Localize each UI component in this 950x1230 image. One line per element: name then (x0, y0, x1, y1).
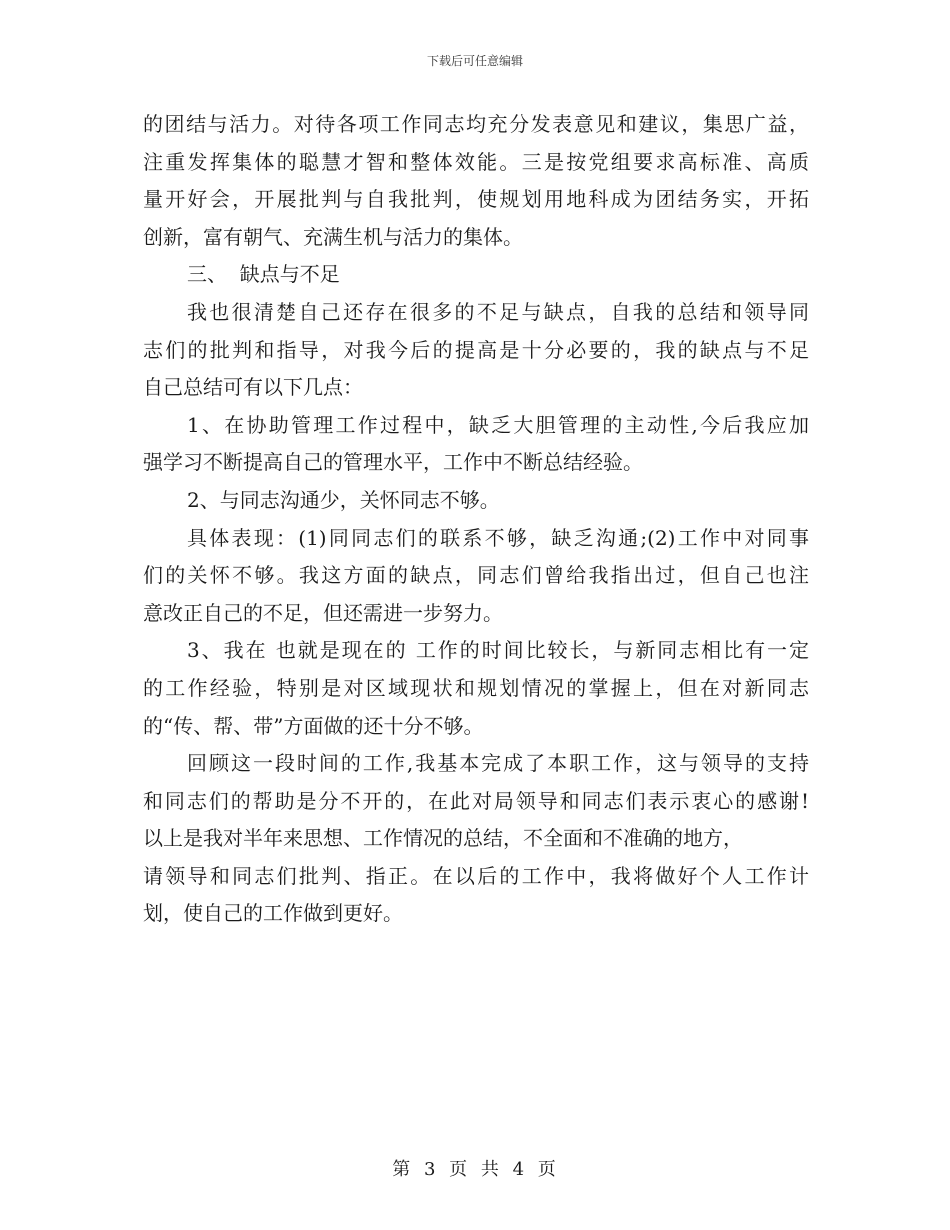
paragraph-line: 划，使自己的工作做到更好。 (143, 901, 403, 926)
paragraph-line: 1、在协助管理工作过程中，缺乏大胆管理的主动性,今后我应加 (187, 412, 809, 437)
paragraph-line: 我也很清楚自己还存在很多的不足与缺点，自我的总结和领导同 (187, 299, 809, 324)
paragraph-line: 具体表现：(1)同同志们的联系不够，缺乏沟通;(2)工作中对同事 (187, 525, 809, 550)
paragraph-line: 注重发挥集体的聪慧才智和整体效能。三是按党组要求高标准、高质 (143, 149, 809, 174)
paragraph-line: 们的关怀不够。我这方面的缺点，同志们曾给我指出过，但自己也注 (143, 563, 809, 588)
section-heading: 三、 缺点与不足 (187, 262, 340, 287)
paragraph-line: 自己总结可有以下几点： (143, 375, 363, 400)
paragraph-line: 志们的批判和指导，对我今后的提高是十分必要的，我的缺点与不足 (143, 337, 809, 362)
paragraph-line: 3、我在 也就是现在的 工作的时间比较长，与新同志相比有一定 (187, 638, 809, 663)
paragraph-line: 量开好会，开展批判与自我批判，使规划用地科成为团结务实，开拓 (143, 187, 809, 212)
paragraph-line: 2、与同志沟通少，关怀同志不够。 (187, 487, 500, 512)
paragraph-line: 意改正自己的不足，但还需进一步努力。 (143, 600, 503, 625)
page-header: 下载后可任意编辑 (426, 54, 523, 68)
paragraph-line: 和同志们的帮助是分不开的，在此对局领导和同志们表示衷心的感谢! (143, 788, 809, 813)
paragraph-line: 的“传、帮、带”方面做的还十分不够。 (143, 713, 484, 738)
page-footer: 第 3 页 共 4 页 (392, 1159, 558, 1180)
paragraph-line: 请领导和同志们批判、指正。在以后的工作中，我将做好个人工作计 (143, 863, 809, 888)
paragraph-line: 的工作经验，特别是对区域现状和规划情况的掌握上，但在对新同志 (143, 675, 809, 700)
paragraph-line: 回顾这一段时间的工作,我基本完成了本职工作，这与领导的支持 (187, 751, 809, 776)
document-body (143, 106, 809, 933)
paragraph-line: 创新，富有朝气、充满生机与活力的集体。 (143, 224, 523, 249)
paragraph-line: 的团结与活力。对待各项工作同志均充分发表意见和建议，集思广益， (143, 112, 809, 136)
paragraph-line: 强学习不断提高自己的管理水平，工作中不断总结经验。 (143, 450, 643, 475)
paragraph-line: 以上是我对半年来思想、工作情况的总结，不全面和不准确的地方， (143, 826, 743, 851)
